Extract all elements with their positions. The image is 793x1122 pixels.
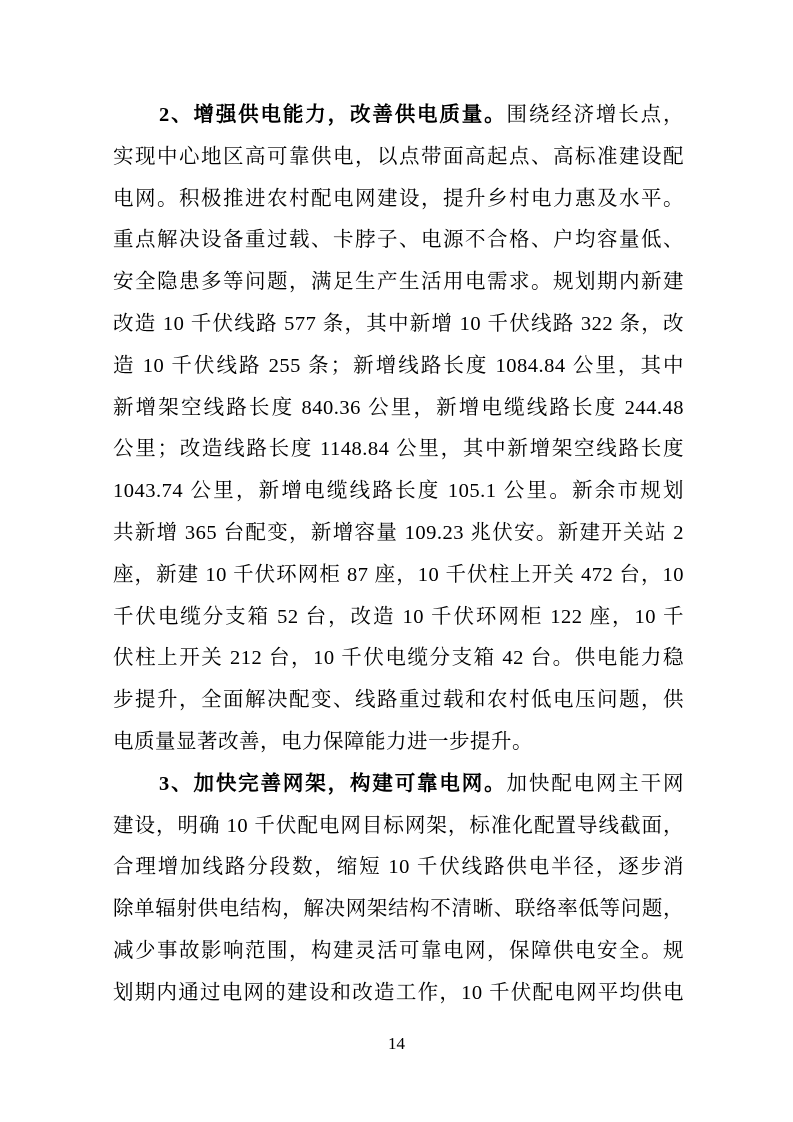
text-line <box>113 220 684 262</box>
paragraph-body-text: 建设，明确 10 千伏配电网目标网架，标准化配置导线截面， <box>113 814 684 837</box>
paragraph-body-text: 划期内通过电网的建设和改造工作，10 千伏配电网平均供电 <box>113 981 684 1004</box>
text-line <box>113 95 684 137</box>
paragraph-body-text: 造 10 千伏线路 255 条；新增线路长度 1084.84 公里，其中 <box>113 354 684 377</box>
text-line <box>113 764 684 806</box>
text-line <box>113 179 684 221</box>
text-line <box>113 555 684 597</box>
text-line <box>113 513 684 555</box>
page-number: 14 <box>388 1034 405 1053</box>
paragraph-body-text: 公里；改造线路长度 1148.84 公里，其中新增架空线路长度 <box>113 438 684 461</box>
text-line <box>113 262 684 304</box>
paragraph-body-text: 座，新建 10 千伏环网柜 87 座，10 千伏柱上开关 472 台，10 <box>113 563 684 586</box>
text-line <box>113 806 684 848</box>
text-line <box>113 847 684 889</box>
paragraph-body-text: 电质量显著改善，电力保障能力进一步提升。 <box>113 730 533 753</box>
paragraph-heading-text: 3、加快完善网架，构建可靠电网。 <box>159 772 507 795</box>
text-line <box>113 471 684 513</box>
paragraph-body-text: 除单辐射供电结构，解决网架结构不清晰、联络率低等问题， <box>113 898 684 921</box>
text-line <box>113 638 684 680</box>
paragraph-body-text: 1043.74 公里，新增电缆线路长度 105.1 公里。新余市规划 <box>113 480 684 503</box>
text-line <box>113 680 684 722</box>
text-line <box>113 429 684 471</box>
paragraph-body-text: 共新增 365 台配变，新增容量 109.23 兆伏安。新建开关站 2 <box>113 521 684 544</box>
paragraph-body-text: 重点解决设备重过载、卡脖子、电源不合格、户均容量低、 <box>113 229 684 252</box>
paragraph-body-text: 新增架空线路长度 840.36 公里，新增电缆线路长度 244.48 <box>113 396 684 419</box>
text-line <box>113 346 684 388</box>
paragraph-body-text: 实现中心地区高可靠供电，以点带面高起点、高标准建设配 <box>113 145 684 168</box>
text-line <box>113 137 684 179</box>
text-line <box>113 597 684 639</box>
paragraph-body-text: 伏柱上开关 212 台，10 千伏电缆分支箱 42 台。供电能力稳 <box>113 647 684 670</box>
paragraph-body-text: 电网。积极推进农村配电网建设，提升乡村电力惠及水平。 <box>113 187 684 210</box>
text-line <box>113 973 684 1015</box>
text-line <box>113 304 684 346</box>
paragraph-body-text: 改造 10 千伏线路 577 条，其中新增 10 千伏线路 322 条，改 <box>113 312 684 335</box>
paragraph-body-text: 安全隐患多等问题，满足生产生活用电需求。规划期内新建 <box>113 271 684 294</box>
paragraph-body-text: 加快配电网主干网 <box>506 772 684 795</box>
paragraph-body-text: 减少事故影响范围，构建灵活可靠电网，保障供电安全。规 <box>113 939 684 962</box>
document-body <box>113 95 684 1015</box>
paragraph-heading-text: 2、增强供电能力，改善供电质量。 <box>159 104 507 126</box>
text-line <box>113 388 684 430</box>
paragraph-body-text: 千伏电缆分支箱 52 台，改造 10 千伏环网柜 122 座，10 千 <box>113 605 684 628</box>
paragraph-body-text: 步提升，全面解决配变、线路重过载和农村低电压问题，供 <box>113 689 684 712</box>
text-line <box>113 889 684 931</box>
text-line <box>113 931 684 973</box>
paragraph-body-text: 围绕经济增长点， <box>506 104 684 126</box>
text-line <box>113 722 684 764</box>
paragraph-body-text: 合理增加线路分段数，缩短 10 千伏线路供电半径，逐步消 <box>113 856 684 879</box>
